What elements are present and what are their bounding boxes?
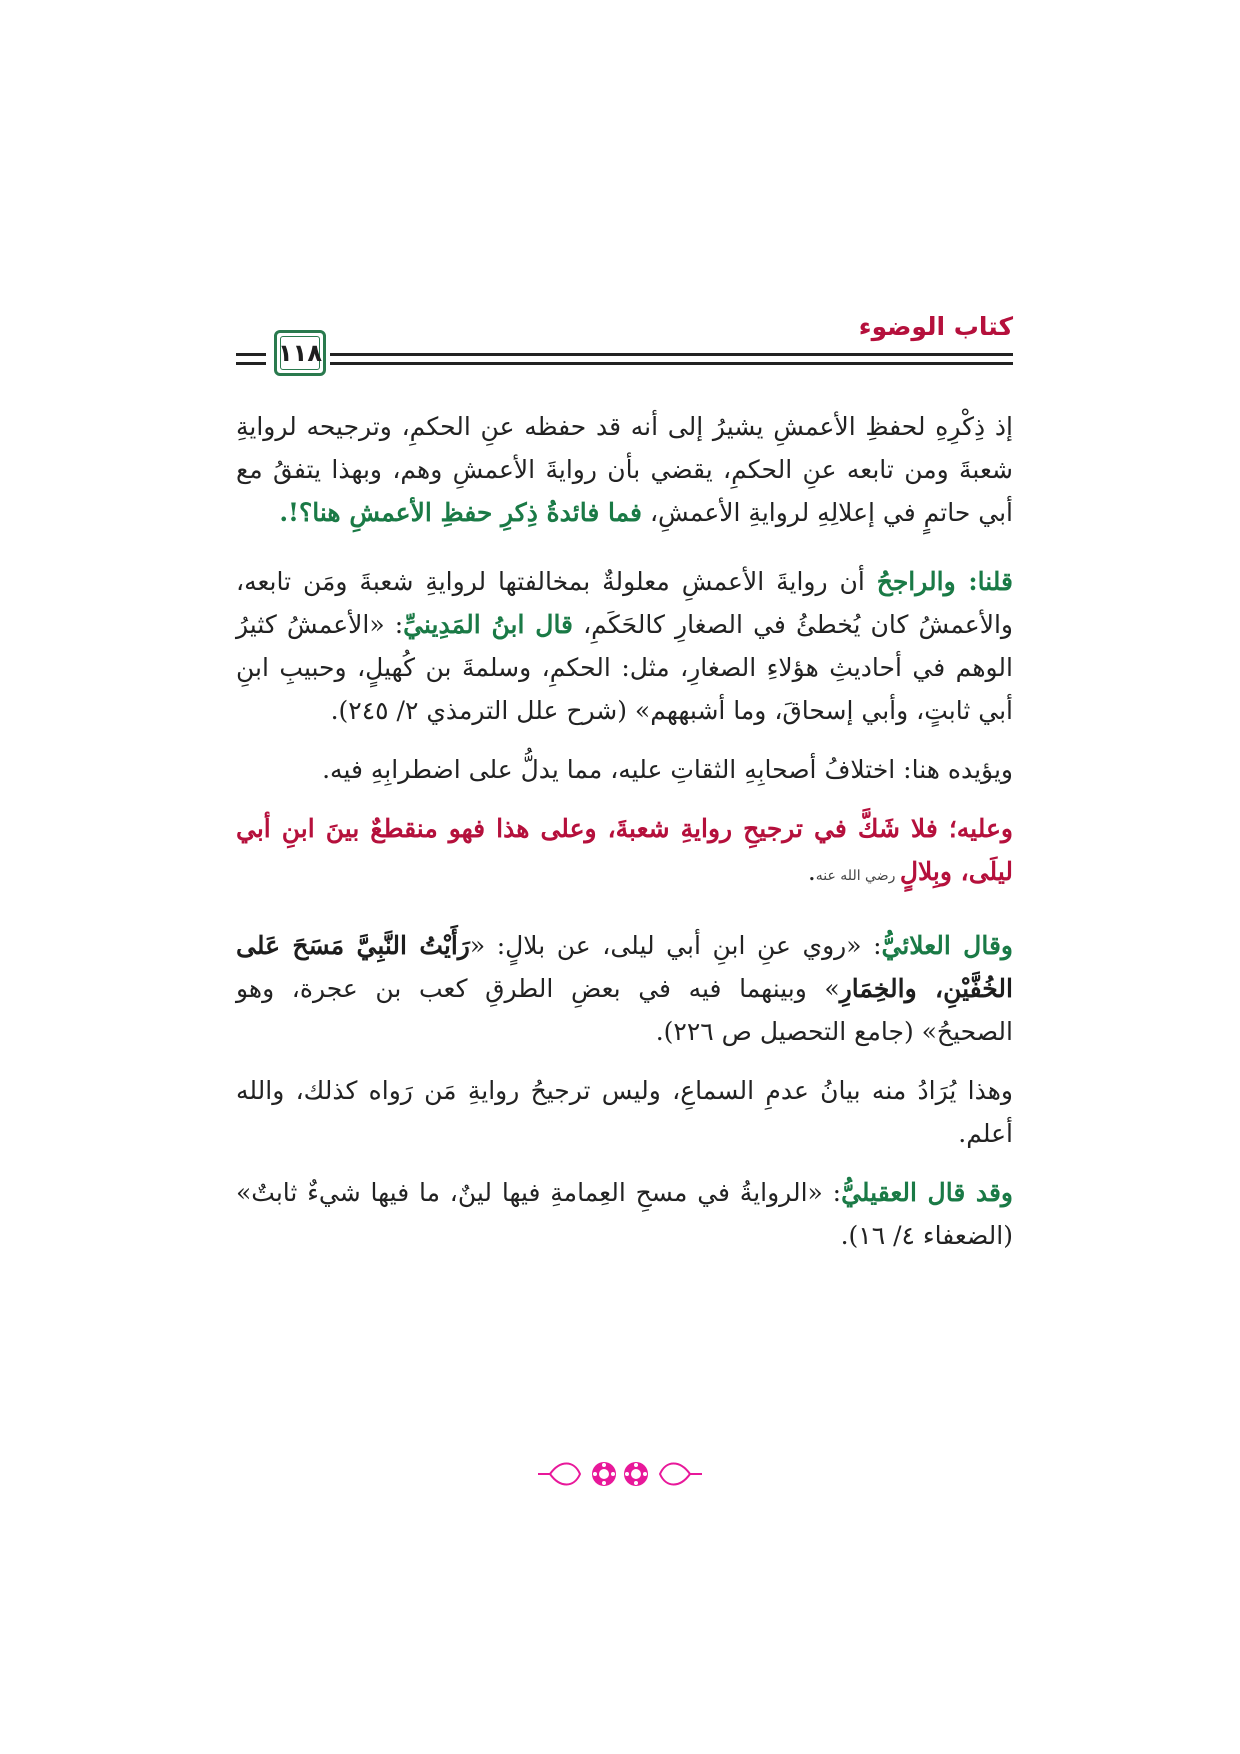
text-segment-emphasis: قلنا: والراجحُ (876, 567, 1013, 596)
header-rule-bottom (330, 362, 1013, 365)
hadith-text: رَأَيْتُ النَّبِيَّ مَسَحَ عَلى الخُفَّيْنِ، والخِمَارِ (236, 931, 1013, 1003)
page-number: ١١٨ (278, 339, 322, 367)
text-segment: ويؤيده هنا: اختلافُ أصحابِهِ الثقاتِ عليه، مما يدلُّ على اضطرابِهِ فيه. (322, 755, 1013, 784)
text-segment-conclusion: وعليه؛ فلا شَكَّ في ترجيحِ روايةِ شعبةَ، وعلى هذا فهو منقطعٌ بينَ ابنِ أبي ليلَى، وبِلالٍ (236, 814, 1013, 886)
text-segment: أن روايةَ الأعمشِ معلولةٌ بمخالفتها لروايةِ شعبةَ ومَن تابعه، والأعمشُ كان يُخطئُ في الصغارِ كالحَكَمِ، (236, 567, 1014, 639)
text-segment-emphasis: قال ابنُ المَدِينيِّ (403, 610, 574, 639)
text-segment: وهذا يُرَادُ منه بيانُ عدمِ السماعِ، وليس ترجيحُ روايةِ مَن رَواه كذلك، والله أعلم. (236, 1076, 1013, 1148)
page-body (236, 405, 1013, 1273)
page-number-badge (274, 330, 326, 376)
paragraph-5 (236, 924, 1013, 1053)
paragraph-3 (236, 748, 1013, 791)
text-segment: . (807, 857, 816, 886)
text-segment: : «روي عنِ ابنِ أبي ليلى، عن بلالٍ: « (469, 931, 882, 960)
text-segment: » وبينهما فيه في بعضِ الطرقِ كعب بن عجرة، وهو الصحيحُ» (جامع التحصيل ص ٢٢٦). (236, 974, 1013, 1046)
header-rule-left-bottom (236, 362, 266, 365)
text-segment-emphasis: فما فائدةُ ذِكرِ حفظِ الأعمشِ هنا؟!. (279, 498, 643, 527)
paragraph-7 (236, 1171, 1013, 1257)
paragraph-2 (236, 560, 1013, 732)
book-title: كتاب الوضوء (858, 312, 1013, 341)
text-segment: : «الروايةُ في مسحِ العِمامةِ فيها لينٌ، ما فيها شيءٌ ثابتٌ» (الضعفاء ٤/ ١٦). (236, 1178, 1013, 1250)
text-segment-emphasis: وقال العلائيُّ (881, 931, 1013, 960)
floral-ornament-icon (530, 1454, 710, 1494)
page-header (236, 300, 1013, 400)
paragraph-1 (236, 405, 1013, 534)
text-segment: إذ ذِكْرِهِ لحفظِ الأعمشِ يشيرُ إلى أنه قد حفظه عنِ الحكمِ، وترجيحه لروايةِ شعبةَ ومن تابعه عنِ الحكمِ، يقضي بأن روايةَ الأعمشِ وهم، وبهذا يتفقُ مع أبي حاتمٍ في إعلالِهِ لروايةِ الأعمشِ، (236, 412, 1013, 527)
header-rule-left-top (236, 353, 266, 356)
honorific-glyph: رضي الله عنه (815, 868, 900, 884)
header-rule-top (330, 353, 1013, 356)
paragraph-6 (236, 1069, 1013, 1155)
paragraph-4 (236, 807, 1013, 898)
text-segment: : «الأعمشُ كثيرُ الوهم في أحاديثِ هؤلاءِ الصغارِ، مثل: الحكمِ، وسلمةَ بن كُهيلٍ، وحبيبِ ابنِ أبي ثابتٍ، وأبي إسحاقَ، وما أشبههم» (شرح علل الترمذي ٢/ ٢٤٥). (236, 610, 1013, 725)
text-segment-emphasis: وقد قال العقيليُّ (841, 1178, 1013, 1207)
